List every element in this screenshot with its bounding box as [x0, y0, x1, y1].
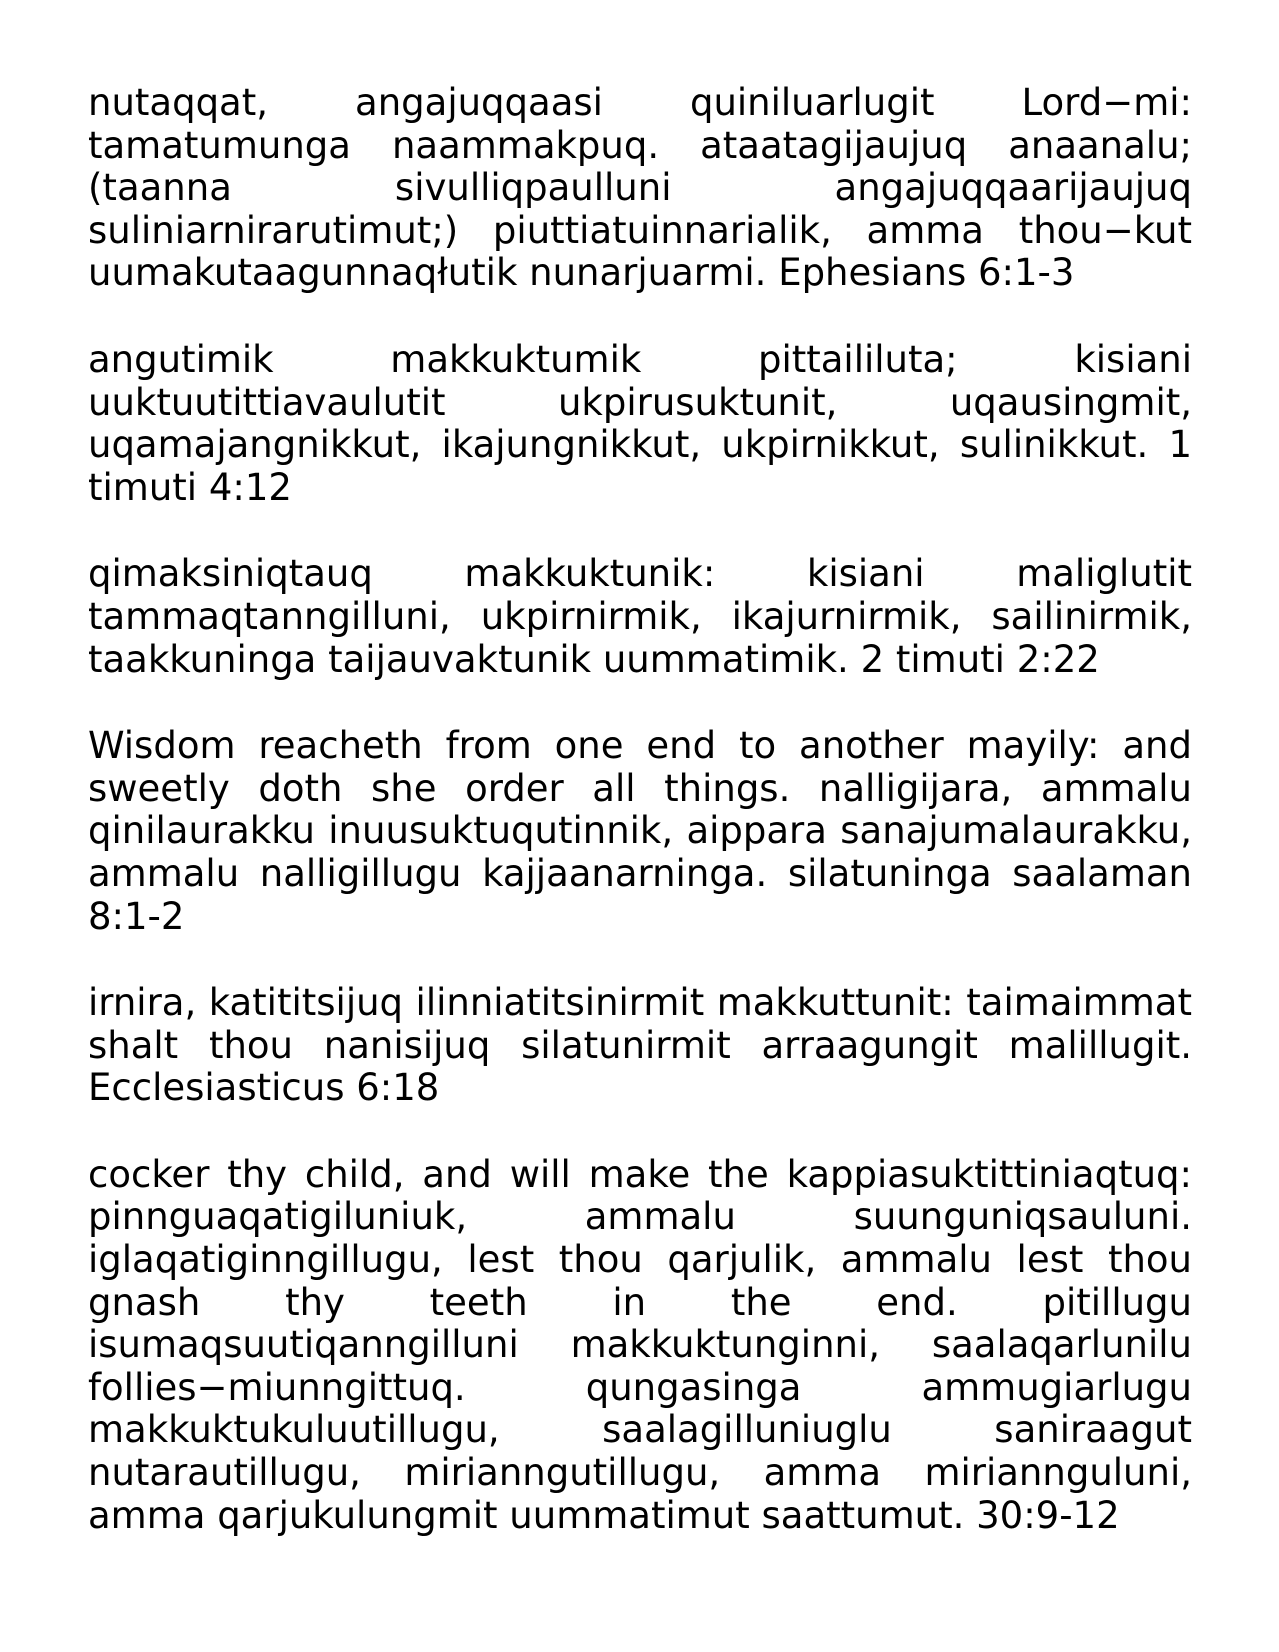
paragraph-timuti-4: angutimik makkuktumik pittaililuta; kisiani uuktuutittiavaulutit ukpirusuktunit, uqausingmit, uqamajangnikkut, ikajungnikkut, ukpirnikkut, sulinikkut. 1 timuti 4:12 — [88, 337, 1192, 509]
document-page — [88, 82, 1192, 1581]
paragraph-ecclesiasticus: irnira, katititsijuq ilinniatitsinirmit makkuttunit: taimaimmat shalt thou nanisijuq silatunirmit arraagungit malillugit. Ecclesiasticus 6:18 — [88, 981, 1192, 1110]
paragraph-wisdom: Wisdom reacheth from one end to another mayily: and sweetly doth she order all things. nalligijara, ammalu qinilaurakku inuusuktuqutinnik, aippara sanajumalaurakku, ammalu nalligillugu kajjaanarninga. silatuninga saalaman 8:1-2 — [88, 724, 1192, 938]
paragraph-ephesians: nutaqqat, angajuqqaasi quiniluarlugit Lord−mi: tamatumunga naammakpuq. ataatagijaujuq anaanalu; (taanna sivulliqpaulluni angajuqqaarijaujuq suliniarnirarutimut;) piuttiatuinnarialik, amma thou−kut uumakutaagunnaqłutik nunarjuarmi. Ephesians 6:1-3 — [88, 81, 1192, 295]
paragraph-cocker-thy-child: cocker thy child, and will make the kappiasuktittiniaqtuq: pinnguaqatigiluniuk, ammalu suunguniqsauluni. iglaqatiginngillugu, lest thou qarjulik, ammalu lest thou gnash thy teeth in the end. pitillugu isumaqsuutiqanngilluni makkuktunginni, saalaqarlunilu follies−miunngittuq. qungasinga ammugiarlugu makkuktukuluutillugu, saalagilluniuglu saniraagut nutarautillugu, mirianngutillugu, amma mirianngulunі, amma qarjukulungmit uummatimut saattumut. 30:9-12 — [88, 1152, 1192, 1537]
paragraph-timuti-2: qimaksiniqtauq makkuktunik: kisiani maliglutit tammaqtanngilluni, ukpirnirmik, ikajurnirmik, sailinirmik, taakkuninga taijauvaktunik uummatimik. 2 timuti 2:22 — [88, 552, 1192, 681]
